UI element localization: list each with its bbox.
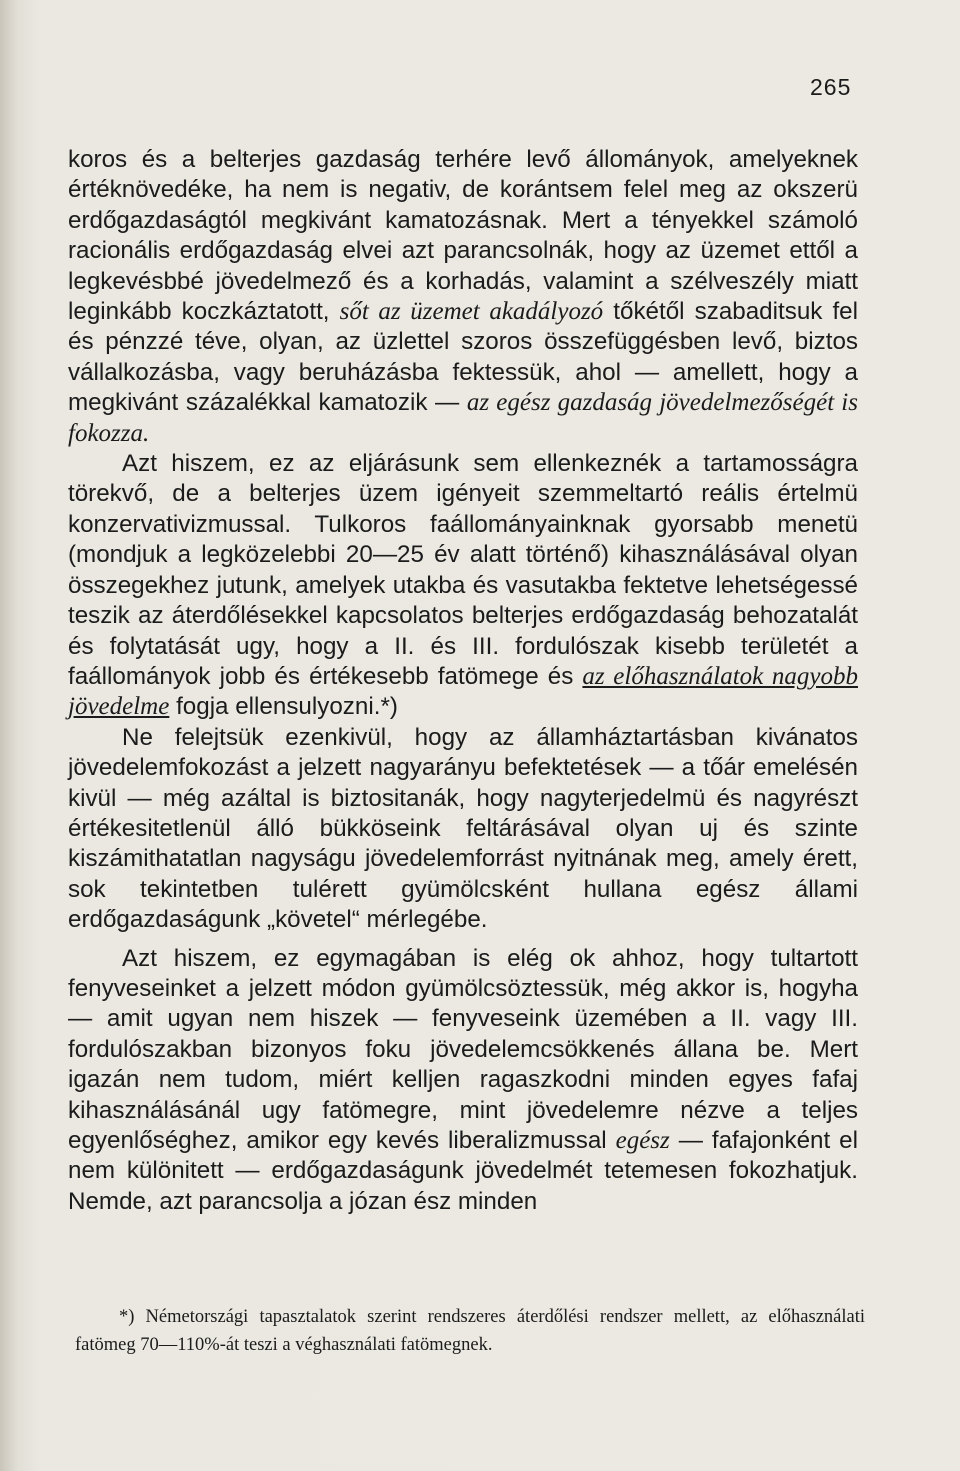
emphasized-text: sőt az üzemet akadályozó — [339, 298, 604, 326]
paragraph — [68, 944, 858, 1218]
text-run: Azt hiszem, ez egymagában is elég ok ahhoz, hogy tultartott fenyveseinket a jelzett módon gyümölcsöztessük, még akkor is, hogyha — amit ugyan nem hiszek — fenyveseink üzemében a II. vagy III. fordulószakban bizonyos foku jövedelemcsökkenés állana be. Mert igazán nem tudom, miért kelljen ragaszkodni minden egyes fafaj kihasználásánál ugy fatömegre, mint jövedelemre nézve a teljes egyenlőséghez, amikor egy kevés liberalizmussal — [68, 944, 858, 1154]
body-text — [68, 145, 858, 1217]
page-number: 265 — [810, 74, 852, 100]
paragraph — [68, 449, 858, 723]
paragraph — [68, 145, 858, 449]
text-run: koros és a belterjes gazdaság terhére levő állományok, amelyeknek értéknövedéke, ha nem is negativ, de korántsem felel meg az okszerü erdőgazdaságtól megkivánt kamatozásnak. Mert a tényekkel számoló racionális erdőgazdaság elvei azt parancsolnák, hogy az üzemet ettől a legkevésbbé jövedelmező és a korhadás, valamint a szélveszély miatt leginkább koczkáztatott, — [68, 146, 858, 326]
emphasized-text: az egész gazdaság jövedelmezőségét is fokozza. — [68, 389, 858, 447]
text-run: Azt hiszem, ez az eljárásunk sem ellenkeznék a tartamosságra törekvő, de a belterjes üzem igényeit szemmeltartó reális értelmü konzervativizmussal. Tulkoros faállományainknak gyorsabb menetü (mondjuk a legközelebbi 20—25 év alatt történő) kihasználásával olyan összegekhez jutunk, amelyek utakba és vasutakba fektetve lehetségessé teszik az áterdőlésekkel kapcsolatos belterjes erdőgazdaság behozatalát és folytatását ugy, hogy a II. és III. fordulószak kisebb területét a faállományok jobb és értékesebb fatömege és — [68, 450, 858, 690]
emphasized-text: egész — [615, 1127, 670, 1154]
text-run: tőkétől szabaditsuk fel és pénzzé téve, olyan, az üzlettel szoros összefüggésben levő, biztos vállalkozásba, vagy beruházásba fektessük, ahol — amellett, hogy a megkivánt százalékkal kamatozik — — [68, 298, 858, 417]
footnote-text: *) Németországi tapasztalatok szerint rendszeres áterdőlési rendszer mellett, az előhasználati fatömeg 70—110%-át teszi a véghasználati fatömegnek. — [75, 1307, 865, 1355]
text-run: fogja ellensulyozni.*) — [169, 693, 398, 721]
paragraph — [68, 723, 858, 936]
text-run: — fafajonként el nem különitett — erdőgazdaságunk jövedelmét tetemesen fokozhatjuk. Nemde, azt parancsolja a józan ész minden — [68, 1127, 858, 1215]
footnote — [75, 1303, 865, 1359]
text-run: Ne felejtsük ezenkivül, hogy az államháztartásban kivánatos jövedelemfokozást a jelzett nagyarányu befektetések — a tőár emelésén kivül — még azáltal is biztositanák, hogy nagyterjedelmü és nagyrészt értékesitetlenül álló bükköseink feltárásával olyan uj és szinte kiszámithatatlan nagyságu jövedelemforrást nyitnának meg, amely érett, sok tekintetben tulérett gyümölcsként hullana egész állami erdőgazdaságunk „követel“ mérlegébe. — [68, 723, 858, 934]
emphasized-text: az előhasználatok nagyobb jövedelme — [68, 662, 858, 721]
